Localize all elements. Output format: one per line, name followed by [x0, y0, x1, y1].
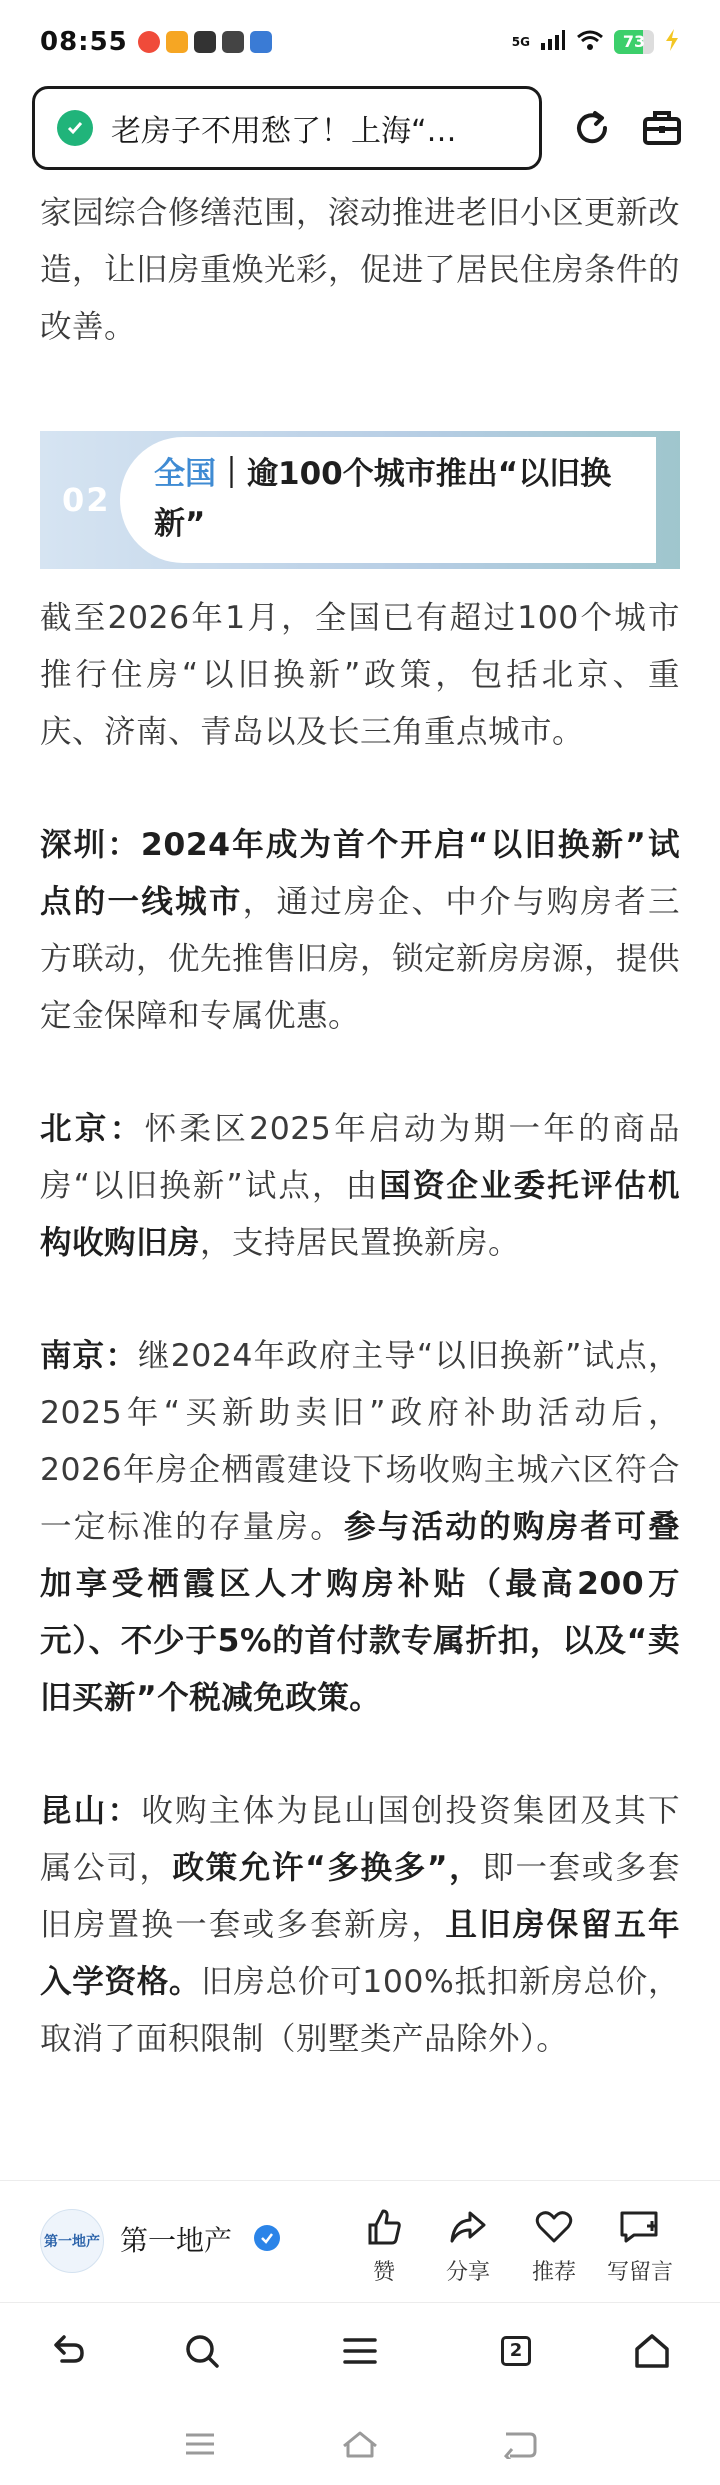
status-right — [512, 28, 680, 56]
verified-icon — [254, 2225, 280, 2251]
beijing-paragraph — [40, 1101, 680, 1272]
signal-icon — [540, 29, 566, 55]
kunshan-text-2: 即一套或多套旧房置换一套或多套新房， — [40, 1850, 680, 1943]
camera-app-icon — [222, 31, 244, 53]
charging-icon — [664, 28, 680, 56]
article-body-main — [40, 590, 680, 2068]
like-label: 赞 — [372, 2260, 395, 2285]
wifi-icon — [576, 29, 604, 55]
beijing-text-2: ，支持居民置换新房。 — [200, 1225, 521, 1261]
home-icon[interactable] — [628, 2327, 676, 2375]
recommend-label: 推荐 — [531, 2260, 576, 2285]
tab-count: 2 — [501, 2336, 531, 2366]
share-label: 分享 — [445, 2260, 490, 2285]
beijing-label: 北京： — [40, 1111, 145, 1147]
heart-icon — [534, 2207, 574, 2247]
menu-icon[interactable] — [336, 2327, 384, 2375]
message-icon — [194, 31, 216, 53]
status-left — [40, 27, 272, 57]
shenzhen-text: ，通过房企、中介与购房者三方联动，优先推售旧房，锁定新房房源，提供定金保障和专属优惠。 — [40, 884, 681, 1034]
search-icon[interactable] — [178, 2327, 226, 2375]
author-bar — [0, 2180, 720, 2301]
kunshan-text-3: 旧房总价可100%抵扣新房总价，取消了面积限制（别墅类产品除外）。 — [40, 1964, 680, 2057]
shenzhen-bold: 深圳：2024年成为首个开启“以旧换新”试点的一线城市 — [40, 827, 680, 920]
battery-indicator — [614, 30, 654, 54]
notification-icons — [138, 31, 272, 53]
address-bar[interactable] — [32, 86, 542, 170]
battery-text: 73 — [622, 32, 646, 51]
section-number: 02 — [62, 481, 111, 519]
back-icon[interactable] — [44, 2327, 92, 2375]
comment-button[interactable] — [600, 2207, 680, 2286]
nanjing-text: 继2024年政府主导“以旧换新”试点，2025年“买新助卖旧”政府补助活动后，2026年房企栖霞建设下场收购主城六区符合一定标准的存量房。 — [40, 1338, 680, 1545]
nanjing-label: 南京： — [40, 1338, 139, 1374]
system-nav-bar — [0, 2400, 720, 2485]
kunshan-label: 昆山： — [40, 1793, 142, 1829]
section-title — [154, 449, 650, 549]
shenzhen-paragraph — [40, 817, 680, 1045]
section-header — [40, 431, 680, 569]
nanjing-paragraph — [40, 1328, 680, 1727]
page-title: 老房子不用愁了！上海“… — [111, 114, 457, 149]
beijing-text-1: 怀柔区2025年启动为期一年的商品房“以旧换新”试点，由 — [40, 1111, 680, 1204]
summary-paragraph: 截至2026年1月，全国已有超过100个城市推行住房“以旧换新”政策，包括北京、重庆、济南、青岛以及长三角重点城市。 — [40, 600, 680, 750]
kunshan-text-1: 收购主体为昆山国创投资集团及其下属公司， — [40, 1793, 680, 1886]
kunshan-bold-1: 政策允许“多换多”， — [172, 1850, 483, 1886]
recents-icon[interactable] — [178, 2424, 222, 2464]
network-type: 5G — [511, 35, 530, 49]
toolbox-icon[interactable] — [640, 106, 684, 150]
browser-nav-bar — [0, 2302, 720, 2399]
avatar-text: 第一地产 — [44, 2234, 100, 2250]
share-button[interactable] — [428, 2207, 508, 2286]
author-name[interactable]: 第一地产 — [120, 2224, 233, 2257]
intro-paragraph: 家园综合修缮范围，滚动推进老旧小区更新改造，让旧房重焕光彩，促进了居民住房条件的改善。 — [40, 195, 681, 345]
kunshan-bold-2: 且旧房保留五年入学资格。 — [40, 1907, 680, 2000]
system-back-icon[interactable] — [498, 2424, 542, 2464]
browser-app-icon — [250, 31, 272, 53]
clock: 08:55 — [40, 27, 128, 57]
shield-check-icon — [57, 110, 93, 146]
section-title-text: 逾100个城市推出“以旧换新” — [154, 456, 612, 542]
kunshan-paragraph — [40, 1783, 680, 2068]
app-notification-icon — [166, 31, 188, 53]
article-body — [40, 185, 680, 356]
section-title-pill — [120, 437, 656, 563]
comment-icon — [618, 2207, 662, 2247]
like-button[interactable] — [344, 2207, 424, 2286]
section-highlight: 全国 — [154, 456, 216, 492]
recommend-button[interactable] — [514, 2207, 594, 2286]
system-home-icon[interactable] — [338, 2424, 382, 2464]
beijing-bold: 国资企业委托评估机构收购旧房 — [40, 1168, 680, 1261]
share-icon — [448, 2207, 488, 2247]
tabs-button[interactable] — [492, 2327, 540, 2375]
author-avatar[interactable] — [40, 2209, 104, 2273]
section-separator: ｜ — [216, 456, 247, 492]
weibo-icon — [138, 31, 160, 53]
comment-label: 写留言 — [606, 2260, 673, 2285]
status-bar — [0, 0, 720, 84]
nanjing-bold: 参与活动的购房者可叠加享受栖霞区人才购房补贴（最高200万元）、不少于5%的首付款专属折扣，以及“卖旧买新”个税减免政策。 — [40, 1509, 680, 1716]
reload-icon[interactable] — [570, 106, 614, 150]
thumbs-up-icon — [364, 2207, 404, 2247]
